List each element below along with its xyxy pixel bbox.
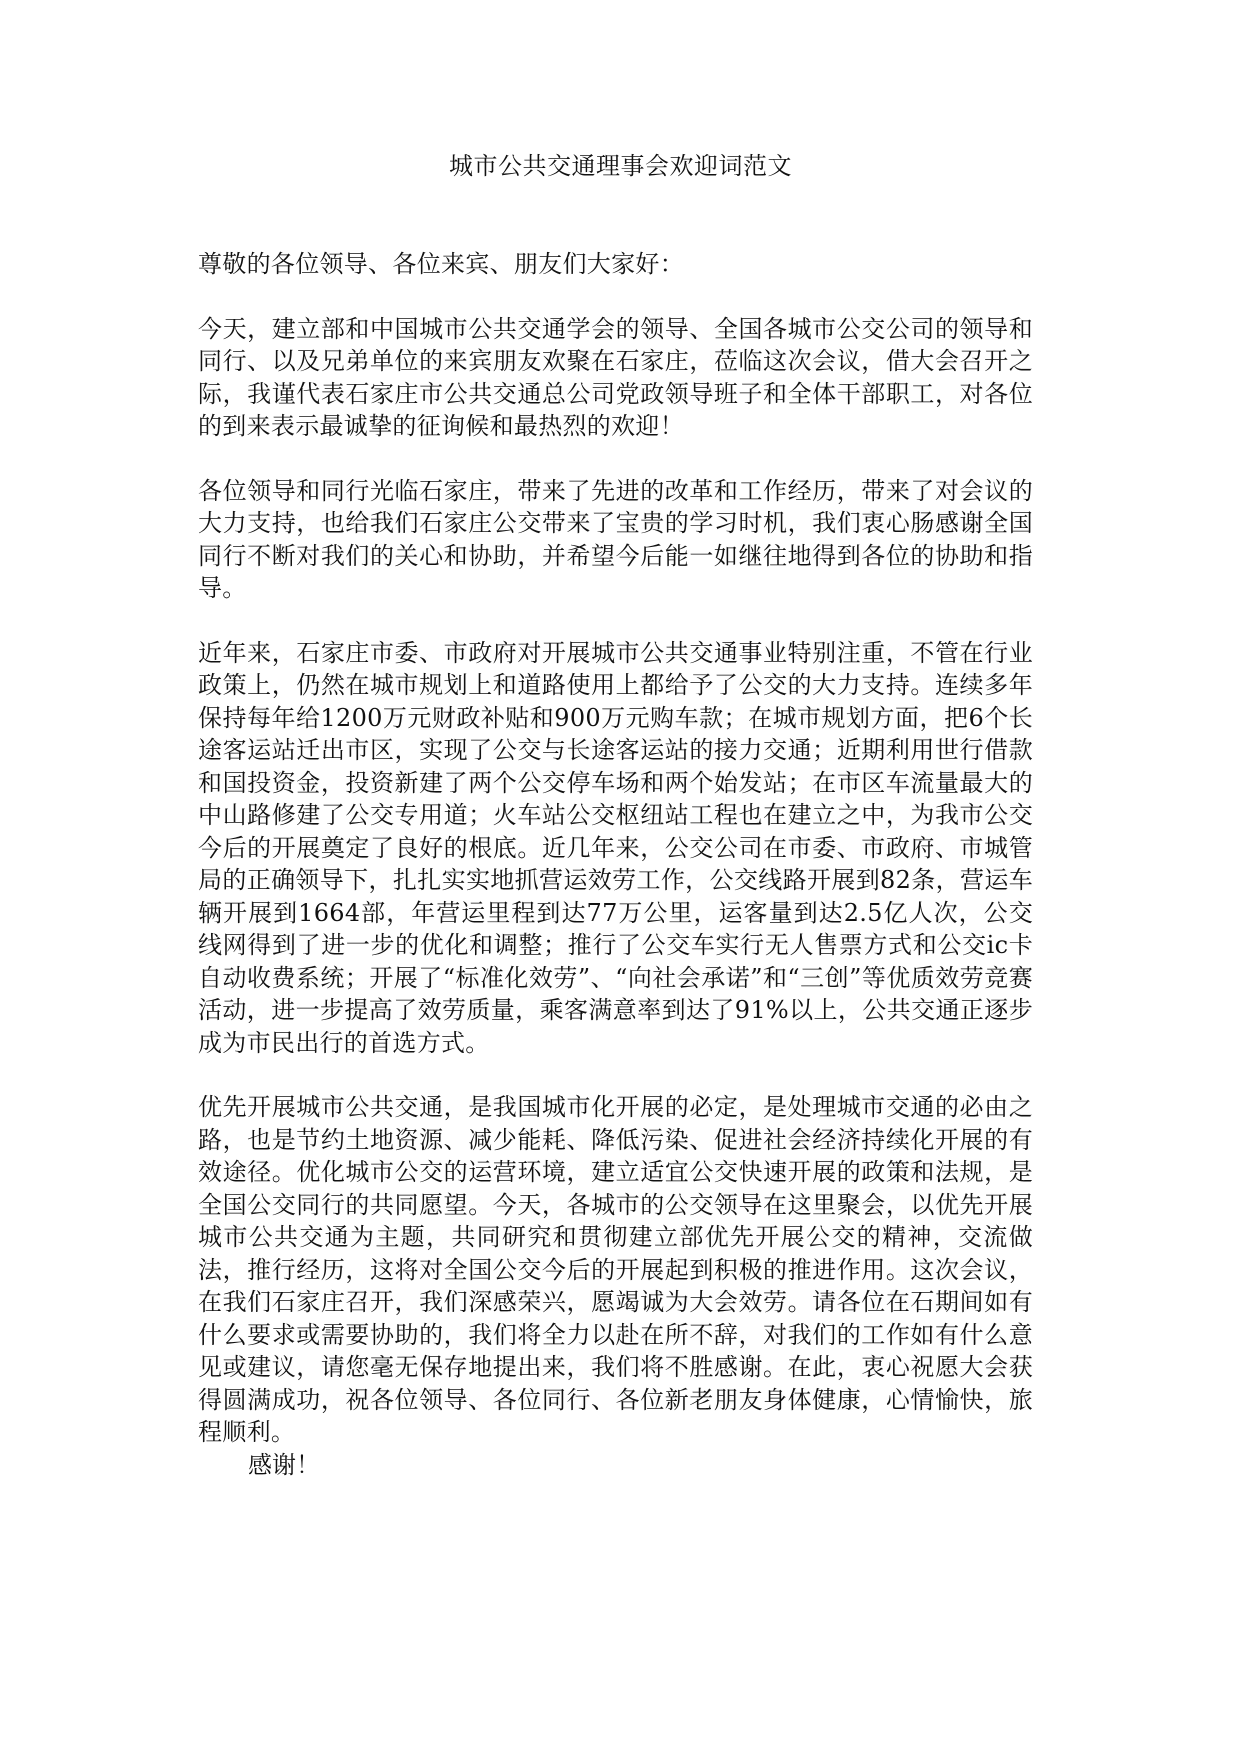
document-body xyxy=(198,248,1033,1481)
document-title: 城市公共交通理事会欢迎词范文 xyxy=(449,152,792,180)
paragraph-priority-development: 优先开展城市公共交通，是我国城市化开展的必定，是处理城市交通的必由之路，也是节约土地资源、减少能耗、降低污染、促进社会经济持续化开展的有效途径。优化城市公交的运营环境，建立适宜公交快速开展的政策和法规，是全国公交同行的共同愿望。今天，各城市的公交领导在这里聚会，以优先开展城市公共交通为主题，共同研究和贯彻建立部优先开展公交的精神，交流做法，推行经历，这将对全国公交今后的开展起到积极的推进作用。这次会议，在我们石家庄召开，我们深感荣兴，愿竭诚为大会效劳。请各位在石期间如有什么要求或需要协助的，我们将全力以赴在所不辞，对我们的工作如有什么意见或建议，请您毫无保存地提出来，我们将不胜感谢。在此，衷心祝愿大会获得圆满成功，祝各位领导、各位同行、各位新老朋友身体健康，心情愉快，旅程顺利。 xyxy=(198,1093,1033,1446)
paragraph-welcome: 今天，建立部和中国城市公共交通学会的领导、全国各城市公交公司的领导和同行、以及兄弟单位的来宾朋友欢聚在石家庄，莅临这次会议，借大会召开之际，我谨代表石家庄市公共交通总公司党政领导班子和全体干部职工，对各位的到来表示最诚挚的征询候和最热烈的欢迎！ xyxy=(198,314,1033,440)
greeting-line: 尊敬的各位领导、各位来宾、朋友们大家好： xyxy=(198,250,684,278)
paragraph-thanks-support: 各位领导和同行光临石家庄，带来了先进的改革和工作经历，带来了对会议的大力支持，也给我们石家庄公交带来了宝贵的学习时机，我们衷心肠感谢全国同行不断对我们的关心和协助，并希望今后能一如继往地得到各位的协助和指导。 xyxy=(198,476,1033,602)
closing-thanks: 感谢！ xyxy=(248,1450,320,1479)
paragraph-achievements: 近年来，石家庄市委、市政府对开展城市公共交通事业特别注重，不管在行业政策上，仍然在城市规划上和道路使用上都给予了公交的大力支持。连续多年保持每年给1200万元财政补贴和900万元购车款；在城市规划方面，把6个长途客运站迁出市区，实现了公交与长途客运站的接力交通；近期利用世行借款和国投资金，投资新建了两个公交停车场和两个始发站；在市区车流量最大的中山路修建了公交专用道；火车站公交枢纽站工程也在建立之中，为我市公交今后的开展奠定了良好的根底。近几年来，公交公司在市委、市政府、市城管局的正确领导下，扎扎实实地抓营运效劳工作，公交线路开展到82条，营运车辆开展到1664部，年营运里程到达77万公里，运客量到达2.5亿人次，公交线网得到了进一步的优化和调整；推行了公交车实行无人售票方式和公交ic卡自动收费系统；开展了“标准化效劳”、“向社会承诺”和“三创”等优质效劳竞赛活动，进一步提高了效劳质量，乘客满意率到达了91%以上，公共交通正逐步成为市民出行的首选方式。 xyxy=(198,638,1033,1057)
